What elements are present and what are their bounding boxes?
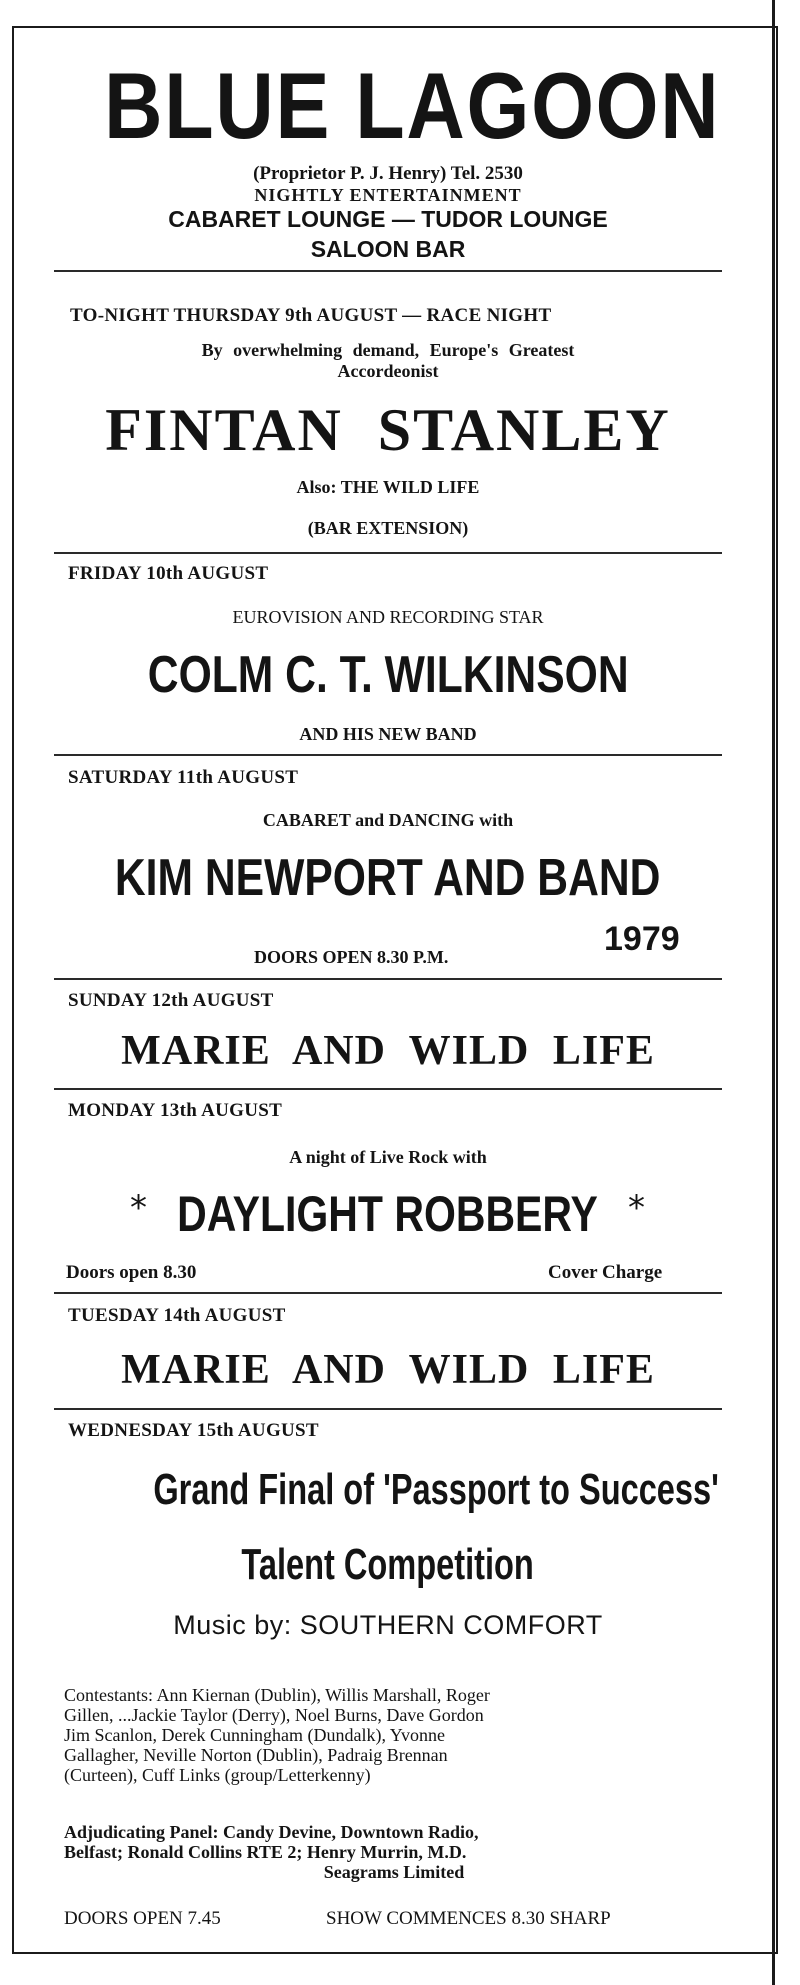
sunday-heading: SUNDAY 12th AUGUST (68, 990, 274, 1011)
monday-headliner: DAYLIGHT ROBBERY (177, 1186, 599, 1242)
panel-line: Adjudicating Panel: Candy Devine, Downtown Radio, (64, 1822, 479, 1842)
divider (54, 754, 722, 756)
thursday-headliner: FINTAN STANLEY (105, 397, 671, 463)
saloon-bar-line: SALOON BAR (310, 236, 466, 262)
saturday-headliner-wrap (54, 848, 722, 908)
wednesday-headline-2: Talent Competition (241, 1540, 535, 1589)
wednesday-headline-2-wrap (54, 1540, 722, 1590)
thursday-also: Also: THE WILD LIFE (296, 477, 480, 497)
venue-title: BLUE LAGOON (104, 53, 721, 158)
contestants-line: (Curteen), Cuff Links (group/Letterkenny) (64, 1765, 371, 1785)
masthead (54, 52, 722, 160)
divider (54, 552, 722, 554)
lounges-line: CABARET LOUNGE — TUDOR LOUNGE (168, 206, 608, 232)
panel-line: Seagrams Limited (323, 1862, 465, 1882)
friday-intro: EUROVISION AND RECORDING STAR (232, 607, 544, 627)
thursday-intro-1: By overwhelming demand, Europe's Greatest (201, 340, 575, 360)
tuesday-headliner: MARIE AND WILD LIFE (121, 1347, 655, 1393)
wednesday-headline-1: Grand Final of 'Passport to Success' (153, 1465, 719, 1514)
friday-headliner: COLM C. T. WILKINSON (147, 646, 629, 704)
tuesday-heading: TUESDAY 14th AUGUST (68, 1305, 286, 1326)
nightly-line: NIGHTLY ENTERTAINMENT (254, 185, 522, 205)
page-edge-line (772, 0, 775, 1985)
monday-intro: A night of Live Rock with (289, 1147, 487, 1167)
wednesday-doors: DOORS OPEN 7.45 (64, 1908, 221, 1929)
sunday-headliner: MARIE AND WILD LIFE (121, 1028, 655, 1074)
divider (54, 1292, 722, 1294)
friday-headliner-wrap (54, 645, 722, 705)
friday-support: AND HIS NEW BAND (299, 724, 477, 744)
contestants-line: Gillen, ...Jackie Taylor (Derry), Noel Burns, Dave Gordon (64, 1705, 484, 1725)
monday-heading: MONDAY 13th AUGUST (68, 1100, 283, 1121)
monday-doors: Doors open 8.30 (66, 1262, 197, 1283)
adjudicating-panel (64, 1822, 724, 1882)
monday-headliner-wrap (54, 1185, 722, 1243)
contestants-line: Gallagher, Neville Norton (Dublin), Padraig Brennan (64, 1745, 448, 1765)
contestants-list (64, 1685, 724, 1785)
saturday-doors: DOORS OPEN 8.30 P.M. (254, 947, 449, 967)
proprietor-line: (Proprietor P. J. Henry) Tel. 2530 (253, 163, 523, 184)
year-label: 1979 (604, 920, 680, 958)
show-commences: SHOW COMMENCES 8.30 SHARP (326, 1908, 611, 1929)
bar-extension: (BAR EXTENSION) (307, 518, 469, 538)
contestants-line: Contestants: Ann Kiernan (Dublin), Willis Marshall, Roger (64, 1685, 490, 1705)
saturday-headliner: KIM NEWPORT AND BAND (115, 849, 661, 907)
divider (54, 1088, 722, 1090)
divider (54, 1408, 722, 1410)
saturday-intro: CABARET and DANCING with (262, 810, 514, 830)
divider (54, 978, 722, 980)
divider (54, 270, 722, 272)
wednesday-headline-1-wrap (54, 1465, 722, 1515)
friday-heading: FRIDAY 10th AUGUST (68, 563, 269, 584)
thursday-intro-2: Accordeonist (337, 361, 439, 381)
star-right: * (628, 1188, 645, 1228)
thursday-heading: TO-NIGHT THURSDAY 9th AUGUST — RACE NIGHT (70, 305, 552, 326)
saturday-heading: SATURDAY 11th AUGUST (68, 767, 299, 788)
wednesday-heading: WEDNESDAY 15th AUGUST (68, 1420, 319, 1441)
star-left: * (130, 1188, 147, 1228)
panel-line: Belfast; Ronald Collins RTE 2; Henry Murrin, M.D. (64, 1842, 467, 1862)
music-by: Music by: SOUTHERN COMFORT (173, 1610, 603, 1640)
monday-cover-charge: Cover Charge (548, 1262, 663, 1283)
contestants-line: Jim Scanlon, Derek Cunningham (Dundalk), Yvonne (64, 1725, 445, 1745)
